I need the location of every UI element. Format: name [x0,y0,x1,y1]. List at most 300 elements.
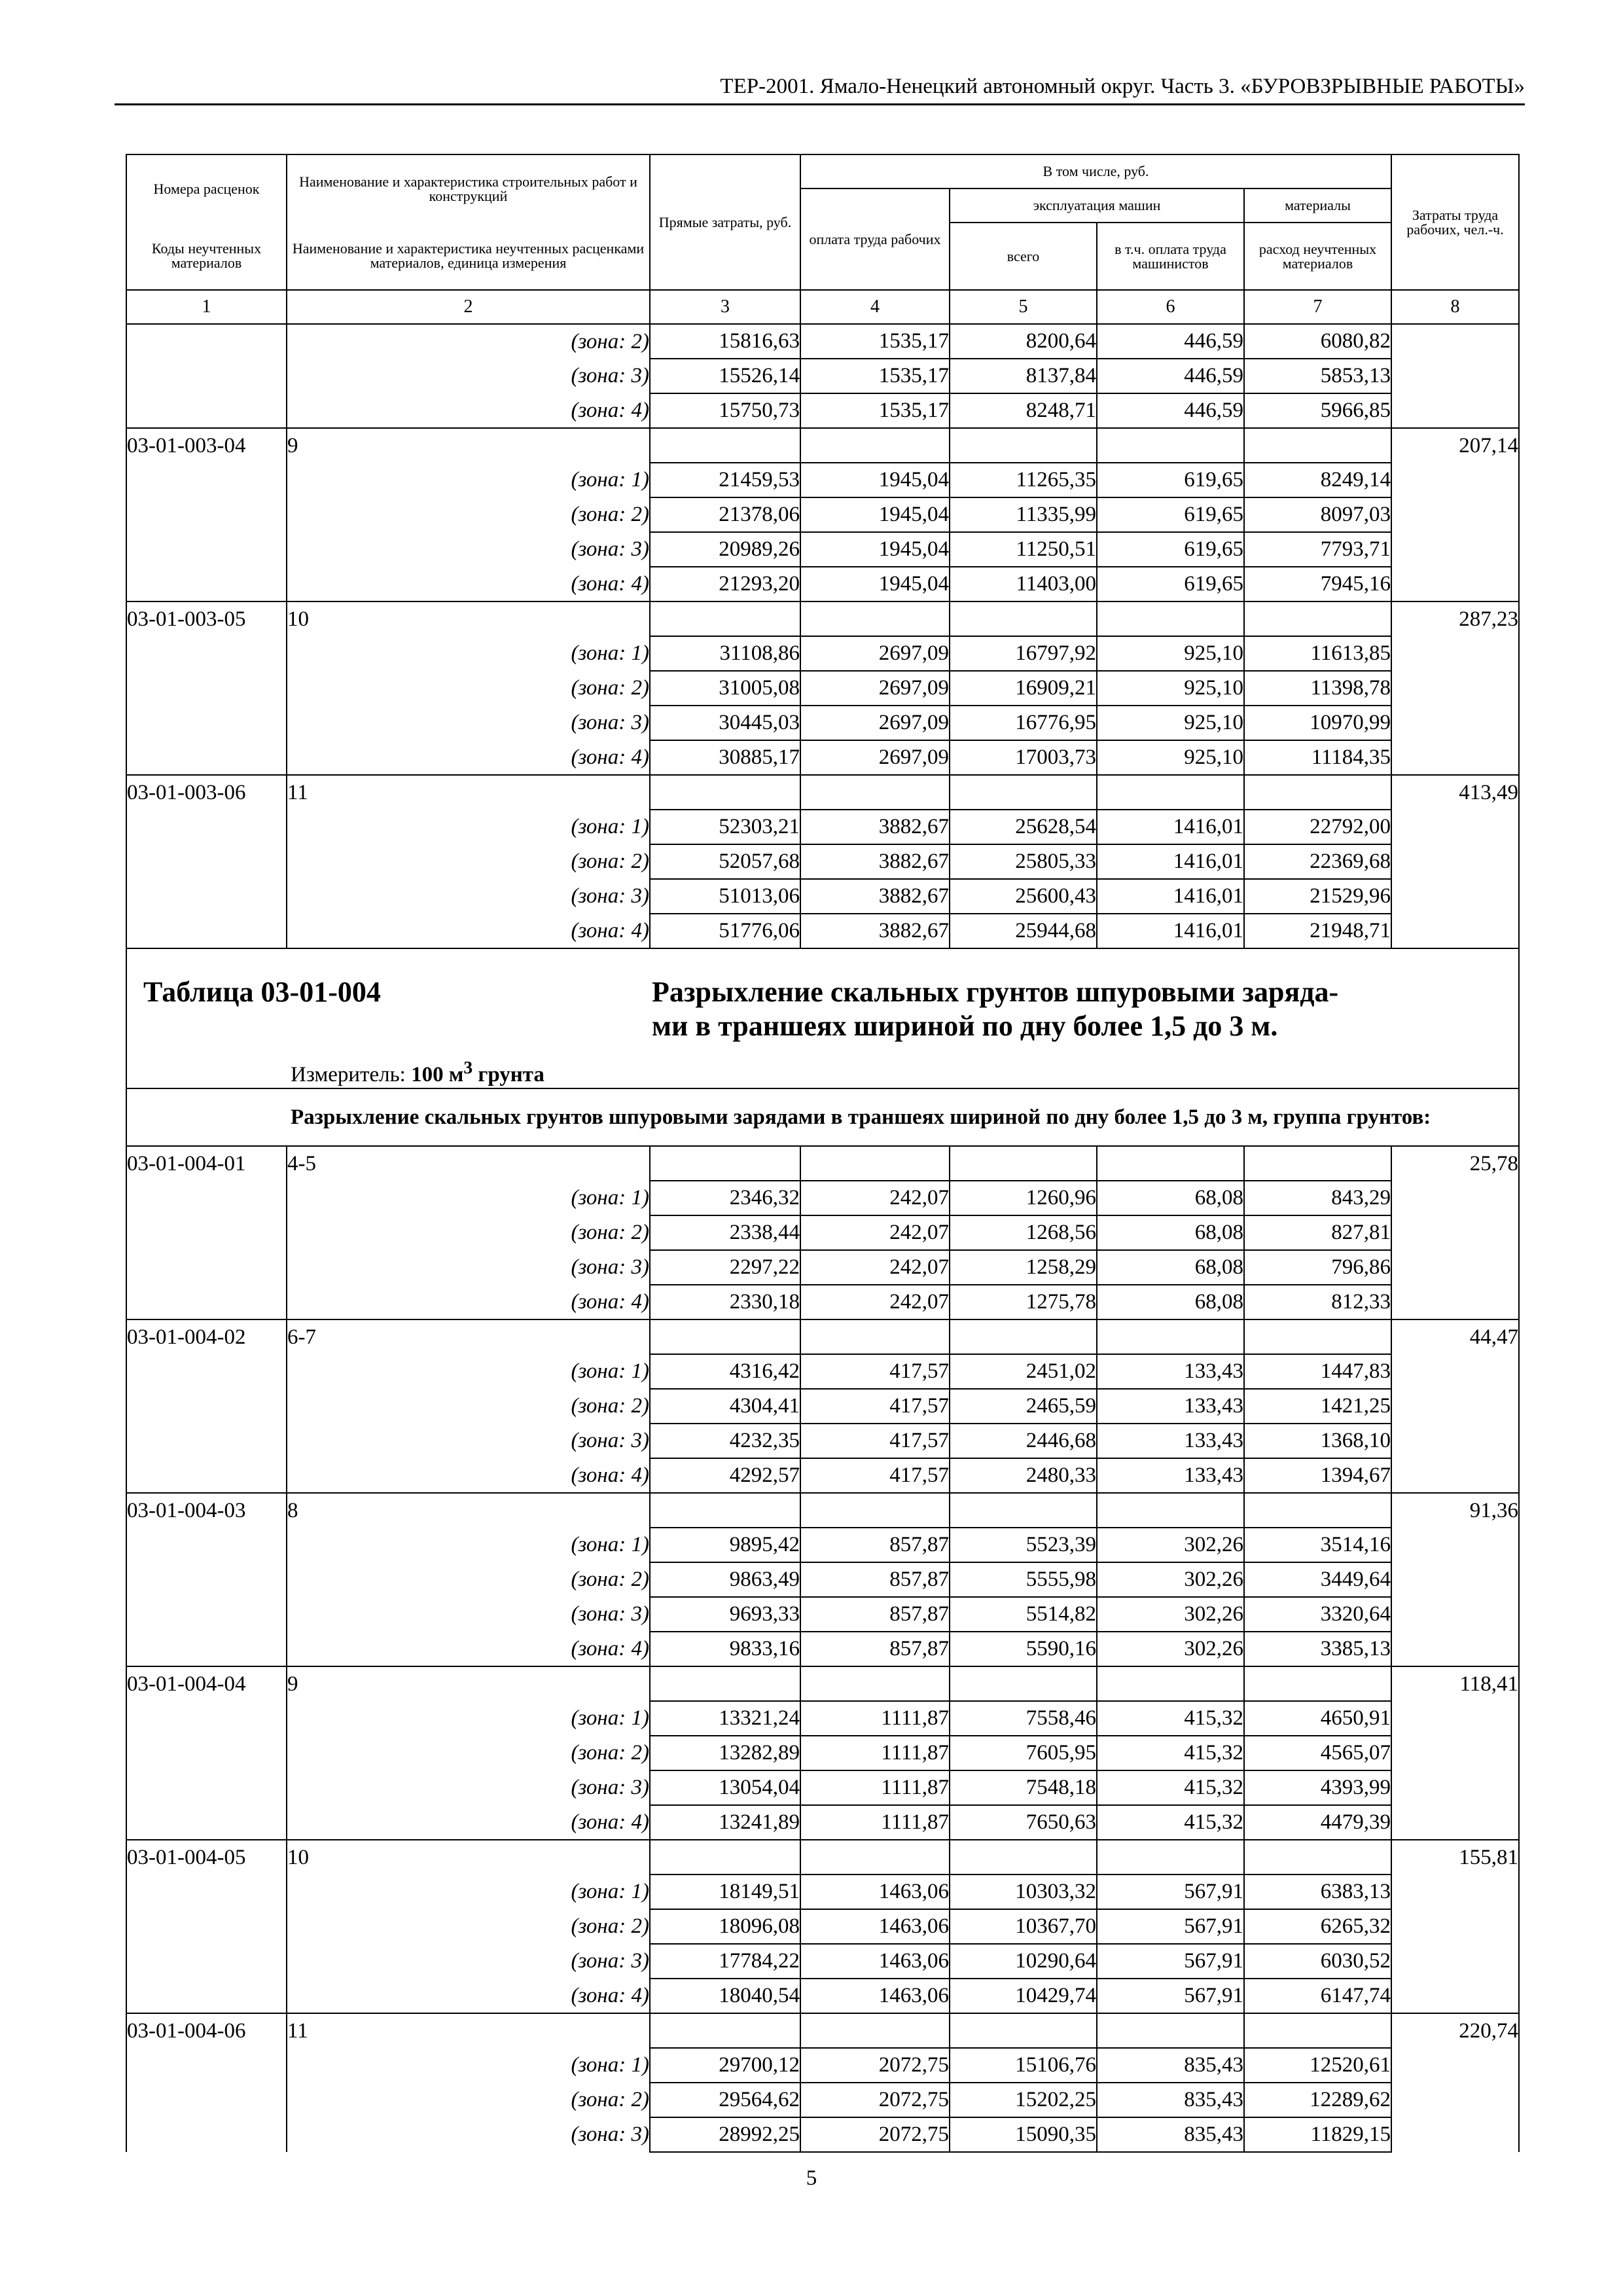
zone-row [126,1701,1519,1736]
zone-row [126,1597,1519,1632]
direct-costs: 21293,20 [650,567,800,601]
direct-costs: 4232,35 [650,1424,800,1458]
zone-label: (зона: 1) [287,1181,650,1215]
zone-label: (зона: 4) [287,1285,650,1319]
machine-costs: 1268,56 [950,1215,1097,1250]
empty-cell [1391,1909,1519,1944]
zone-label: (зона: 2) [287,671,650,706]
wage-costs: 2697,09 [800,671,950,706]
empty-cell [1391,810,1519,844]
direct-costs: 9693,33 [650,1597,800,1632]
machine-costs: 16797,92 [950,636,1097,671]
wage-costs: 1111,87 [800,1736,950,1770]
direct-costs: 30445,03 [650,706,800,740]
empty-cell [950,1666,1097,1701]
wage-costs: 417,57 [800,1389,950,1424]
machinist-wage: 1416,01 [1097,914,1244,948]
empty-cell [1391,671,1519,706]
material-costs: 12289,62 [1244,2083,1391,2117]
direct-costs: 13241,89 [650,1805,800,1840]
column-number: 7 [1244,290,1391,324]
zone-label: (зона: 1) [287,1874,650,1909]
labor-costs: 287,23 [1391,601,1519,636]
empty-cell [126,1528,287,1562]
empty-cell [650,601,800,636]
column-number: 5 [950,290,1097,324]
empty-cell [1244,1319,1391,1354]
zone-row [126,1458,1519,1493]
empty-cell [126,1389,287,1424]
empty-cell [1391,1770,1519,1805]
empty-cell [1097,428,1244,463]
material-costs: 843,29 [1244,1181,1391,1215]
rate-code: 03-01-004-02 [126,1319,287,1354]
empty-cell [800,428,950,463]
empty-cell [1097,775,1244,810]
machinist-wage: 133,43 [1097,1458,1244,1493]
empty-cell [126,636,287,671]
labor-costs: 207,14 [1391,428,1519,463]
empty-cell [126,497,287,532]
empty-cell [126,1215,287,1250]
zone-label: (зона: 3) [287,1944,650,1979]
zone-label: (зона: 2) [287,1909,650,1944]
direct-costs: 31005,08 [650,671,800,706]
wage-costs: 417,57 [800,1424,950,1458]
empty-cell [1244,1146,1391,1181]
zone-label: (зона: 3) [287,1250,650,1285]
empty-cell [1391,1528,1519,1562]
wage-costs: 3882,67 [800,810,950,844]
machine-costs: 15202,25 [950,2083,1097,2117]
machine-costs: 5523,39 [950,1528,1097,1562]
empty-cell [1244,1840,1391,1874]
wage-costs: 1111,87 [800,1701,950,1736]
rates-block-004 [126,1146,1519,2152]
empty-cell [126,671,287,706]
zone-label: (зона: 2) [287,324,650,359]
column-number-row [126,290,1519,324]
empty-cell [1391,359,1519,393]
labor-costs: 220,74 [1391,2013,1519,2048]
wage-costs: 417,57 [800,1354,950,1389]
machine-costs: 11403,00 [950,567,1097,601]
empty-cell [1391,1181,1519,1215]
zone-row [126,671,1519,706]
wage-costs: 242,07 [800,1285,950,1319]
material-costs: 4393,99 [1244,1770,1391,1805]
empty-cell [1097,2013,1244,2048]
empty-cell [1244,1666,1391,1701]
machine-costs: 15090,35 [950,2117,1097,2152]
machinist-wage: 68,08 [1097,1285,1244,1319]
rate-soil-group: 10 [287,601,650,636]
empty-cell [1244,2013,1391,2048]
wage-costs: 1111,87 [800,1805,950,1840]
wage-costs: 1535,17 [800,324,950,359]
machine-costs: 10429,74 [950,1979,1097,2013]
zone-label: (зона: 4) [287,1979,650,2013]
empty-cell [1391,1944,1519,1979]
empty-cell [800,1146,950,1181]
machine-costs: 10303,32 [950,1874,1097,1909]
wage-costs: 1463,06 [800,1944,950,1979]
machine-costs: 10367,70 [950,1909,1097,1944]
empty-cell [126,1181,287,1215]
header-rule [115,103,1525,105]
zone-label: (зона: 4) [287,914,650,948]
wage-costs: 1945,04 [800,532,950,567]
machinist-wage: 446,59 [1097,324,1244,359]
empty-cell [1391,497,1519,532]
material-costs: 3449,64 [1244,1562,1391,1597]
direct-costs: 15526,14 [650,359,800,393]
labor-costs: 413,49 [1391,775,1519,810]
direct-costs: 29700,12 [650,2048,800,2083]
zone-row [126,532,1519,567]
zone-label: (зона: 3) [287,1424,650,1458]
direct-costs: 20989,26 [650,532,800,567]
material-costs: 22792,00 [1244,810,1391,844]
zone-row [126,1805,1519,1840]
empty-cell [650,1319,800,1354]
zone-row [126,497,1519,532]
table-label: Таблица 03-01-004 [143,976,381,1008]
material-costs: 6147,74 [1244,1979,1391,2013]
wage-costs: 1945,04 [800,567,950,601]
material-costs: 12520,61 [1244,2048,1391,2083]
machinist-wage: 567,91 [1097,1909,1244,1944]
machine-costs: 5590,16 [950,1632,1097,1666]
machine-costs: 11335,99 [950,497,1097,532]
zone-row [126,1909,1519,1944]
empty-cell [800,1319,950,1354]
rates-block-003 [126,324,1519,948]
empty-cell [1391,1389,1519,1424]
machine-costs: 1258,29 [950,1250,1097,1285]
empty-cell [1391,914,1519,948]
rate-row [126,1493,1519,1528]
material-costs: 7945,16 [1244,567,1391,601]
wage-costs: 3882,67 [800,914,950,948]
zone-row [126,324,1519,359]
empty-cell [1244,1493,1391,1528]
column-number: 4 [800,290,950,324]
wage-costs: 417,57 [800,1458,950,1493]
empty-cell [126,567,287,601]
zone-label: (зона: 1) [287,810,650,844]
empty-cell [800,1840,950,1874]
machinist-wage: 925,10 [1097,636,1244,671]
rate-code: 03-01-004-01 [126,1146,287,1181]
material-costs: 7793,71 [1244,532,1391,567]
wage-costs: 2697,09 [800,740,950,775]
direct-costs: 9895,42 [650,1528,800,1562]
zone-row [126,1979,1519,2013]
zone-label: (зона: 4) [287,1805,650,1840]
empty-cell [126,1909,287,1944]
machinist-wage: 925,10 [1097,706,1244,740]
empty-cell [126,1458,287,1493]
empty-cell [126,1285,287,1319]
zone-label: (зона: 4) [287,1458,650,1493]
material-costs: 1368,10 [1244,1424,1391,1458]
zone-row [126,879,1519,914]
empty-cell [1391,1354,1519,1389]
material-costs: 6030,52 [1244,1944,1391,1979]
material-costs: 22369,68 [1244,844,1391,879]
zone-label: (зона: 1) [287,2048,650,2083]
empty-cell [1391,532,1519,567]
table-title-line-1: Разрыхление скальных грунтов шпуровыми заряда- [652,976,1339,1008]
direct-costs: 21459,53 [650,463,800,497]
machine-costs: 7558,46 [950,1701,1097,1736]
zone-label: (зона: 3) [287,1597,650,1632]
direct-costs: 2338,44 [650,1215,800,1250]
zone-row [126,359,1519,393]
zone-row [126,914,1519,948]
rate-soil-group: 8 [287,1493,650,1528]
material-costs: 3320,64 [1244,1597,1391,1632]
machine-costs: 2480,33 [950,1458,1097,1493]
wage-costs: 857,87 [800,1632,950,1666]
zone-label: (зона: 1) [287,1354,650,1389]
empty-cell [950,1319,1097,1354]
header-materials: материалы [1244,188,1391,223]
wage-costs: 1463,06 [800,1909,950,1944]
machinist-wage: 1416,01 [1097,844,1244,879]
direct-costs: 18040,54 [650,1979,800,2013]
empty-cell [1391,567,1519,601]
empty-cell [650,775,800,810]
machine-costs: 2451,02 [950,1354,1097,1389]
zone-label: (зона: 1) [287,1701,650,1736]
empty-cell [650,1666,800,1701]
machine-costs: 2465,59 [950,1389,1097,1424]
empty-cell [800,1666,950,1701]
rate-soil-group: 4-5 [287,1146,650,1181]
empty-cell [1391,1736,1519,1770]
machine-costs: 16776,95 [950,706,1097,740]
section-caption: Разрыхление скальных грунтов шпуровыми зарядами в траншеях шириной по дну более 1,5 до 3 м, группа грунтов: [291,1105,1431,1129]
direct-costs: 9863,49 [650,1562,800,1597]
machine-costs: 15106,76 [950,2048,1097,2083]
wage-costs: 3882,67 [800,879,950,914]
labor-costs: 91,36 [1391,1493,1519,1528]
machinist-wage: 446,59 [1097,393,1244,428]
labor-costs: 25,78 [1391,1146,1519,1181]
machinist-wage: 302,26 [1097,1562,1244,1597]
rate-row [126,1840,1519,1874]
header-group: В том числе, руб. [800,154,1391,188]
material-costs: 796,86 [1244,1250,1391,1285]
empty-cell [1097,1319,1244,1354]
zone-row [126,567,1519,601]
rate-soil-group: 11 [287,2013,650,2048]
material-costs: 8097,03 [1244,497,1391,532]
machinist-wage: 619,65 [1097,463,1244,497]
zone-row [126,1632,1519,1666]
empty-cell [1391,1701,1519,1736]
empty-cell [1391,393,1519,428]
direct-costs: 29564,62 [650,2083,800,2117]
column-number: 8 [1391,290,1519,324]
direct-costs: 15816,63 [650,324,800,359]
empty-cell [1391,1285,1519,1319]
empty-cell [950,1146,1097,1181]
empty-cell [126,1250,287,1285]
column-number: 6 [1097,290,1244,324]
material-costs: 3514,16 [1244,1528,1391,1562]
empty-cell [950,775,1097,810]
direct-costs: 30885,17 [650,740,800,775]
column-number: 1 [126,290,287,324]
wage-costs: 1111,87 [800,1770,950,1805]
rate-soil-group: 6-7 [287,1319,650,1354]
machinist-wage: 68,08 [1097,1250,1244,1285]
zone-label: (зона: 2) [287,497,650,532]
empty-cell [1391,1597,1519,1632]
empty-cell [1244,775,1391,810]
wage-costs: 1945,04 [800,463,950,497]
wage-costs: 1945,04 [800,497,950,532]
wage-costs: 857,87 [800,1528,950,1562]
empty-cell [1391,636,1519,671]
zone-label: (зона: 3) [287,706,650,740]
empty-cell [1391,1215,1519,1250]
machinist-wage: 619,65 [1097,567,1244,601]
header-direct-costs: Прямые затраты, руб. [650,154,800,290]
empty-cell [126,1701,287,1736]
empty-cell [800,601,950,636]
machine-costs: 7605,95 [950,1736,1097,1770]
empty-cell [1244,428,1391,463]
rate-row [126,601,1519,636]
rate-soil-group: 10 [287,1840,650,1874]
machinist-wage: 302,26 [1097,1632,1244,1666]
column-number: 3 [650,290,800,324]
wage-costs: 2072,75 [800,2117,950,2152]
zone-label: (зона: 1) [287,463,650,497]
rate-code: 03-01-003-05 [126,601,287,636]
wage-costs: 2072,75 [800,2083,950,2117]
rate-soil-group: 11 [287,775,650,810]
machinist-wage: 619,65 [1097,497,1244,532]
machine-costs: 25805,33 [950,844,1097,879]
direct-costs: 18096,08 [650,1909,800,1944]
wage-costs: 242,07 [800,1250,950,1285]
rate-soil-group: 9 [287,1666,650,1701]
material-costs: 827,81 [1244,1215,1391,1250]
empty-cell [126,844,287,879]
machinist-wage: 446,59 [1097,359,1244,393]
empty-cell [126,1874,287,1909]
machinist-wage: 567,91 [1097,1874,1244,1909]
empty-cell [1097,1666,1244,1701]
measurement-unit [291,1057,544,1087]
zone-label: (зона: 2) [287,1389,650,1424]
machine-costs: 8200,64 [950,324,1097,359]
rate-code: 03-01-004-04 [126,1666,287,1701]
header-unaccounted-materials: расход неучтенных материалов [1244,223,1391,290]
machinist-wage: 68,08 [1097,1181,1244,1215]
empty-cell [950,601,1097,636]
material-costs: 8249,14 [1244,463,1391,497]
machine-costs: 25600,43 [950,879,1097,914]
rate-code: 03-01-004-05 [126,1840,287,1874]
machine-costs: 11265,35 [950,463,1097,497]
zone-label: (зона: 4) [287,1632,650,1666]
unit-suffix: грунта [478,1063,544,1086]
machinist-wage: 302,26 [1097,1528,1244,1562]
rate-row [126,1146,1519,1181]
machinist-wage: 68,08 [1097,1215,1244,1250]
empty-cell [1391,2117,1519,2152]
zone-label: (зона: 1) [287,1528,650,1562]
zone-label: (зона: 4) [287,740,650,775]
empty-cell [126,1736,287,1770]
zone-row [126,1528,1519,1562]
machinist-wage: 133,43 [1097,1424,1244,1458]
machinist-wage: 835,43 [1097,2117,1244,2152]
empty-cell [126,879,287,914]
machinist-wage: 619,65 [1097,532,1244,567]
wage-costs: 242,07 [800,1181,950,1215]
rate-code: 03-01-004-03 [126,1493,287,1528]
empty-cell [1391,1562,1519,1597]
empty-cell [1391,324,1519,359]
zone-label: (зона: 3) [287,1770,650,1805]
zone-row [126,393,1519,428]
material-costs: 11829,15 [1244,2117,1391,2152]
wage-costs: 1535,17 [800,393,950,428]
empty-cell [1391,740,1519,775]
machine-costs: 1275,78 [950,1285,1097,1319]
machine-costs: 8137,84 [950,359,1097,393]
material-costs: 1447,83 [1244,1354,1391,1389]
empty-cell [126,2083,287,2117]
wage-costs: 857,87 [800,1562,950,1597]
wage-costs: 857,87 [800,1597,950,1632]
empty-cell [126,1597,287,1632]
empty-cell [650,1146,800,1181]
header-labor-costs: Затраты труда рабочих, чел.-ч. [1391,154,1519,290]
material-costs: 4479,39 [1244,1805,1391,1840]
machinist-wage: 133,43 [1097,1389,1244,1424]
wage-costs: 242,07 [800,1215,950,1250]
machinist-wage: 302,26 [1097,1597,1244,1632]
machinist-wage: 567,91 [1097,1944,1244,1979]
zone-row [126,636,1519,671]
zone-label: (зона: 2) [287,1215,650,1250]
machinist-wage: 1416,01 [1097,879,1244,914]
wage-costs: 1463,06 [800,1874,950,1909]
material-costs: 6080,82 [1244,324,1391,359]
machine-costs: 25628,54 [950,810,1097,844]
direct-costs: 28992,25 [650,2117,800,2152]
material-costs: 10970,99 [1244,706,1391,740]
direct-costs: 52057,68 [650,844,800,879]
unit-sup: 3 [463,1057,473,1077]
empty-cell [126,463,287,497]
empty-cell [126,1562,287,1597]
empty-cell [650,428,800,463]
table-section [126,948,1519,1146]
zone-row [126,1354,1519,1389]
direct-costs: 51013,06 [650,879,800,914]
header-rate-number: Номера расценок [126,154,287,223]
direct-costs: 21378,06 [650,497,800,532]
